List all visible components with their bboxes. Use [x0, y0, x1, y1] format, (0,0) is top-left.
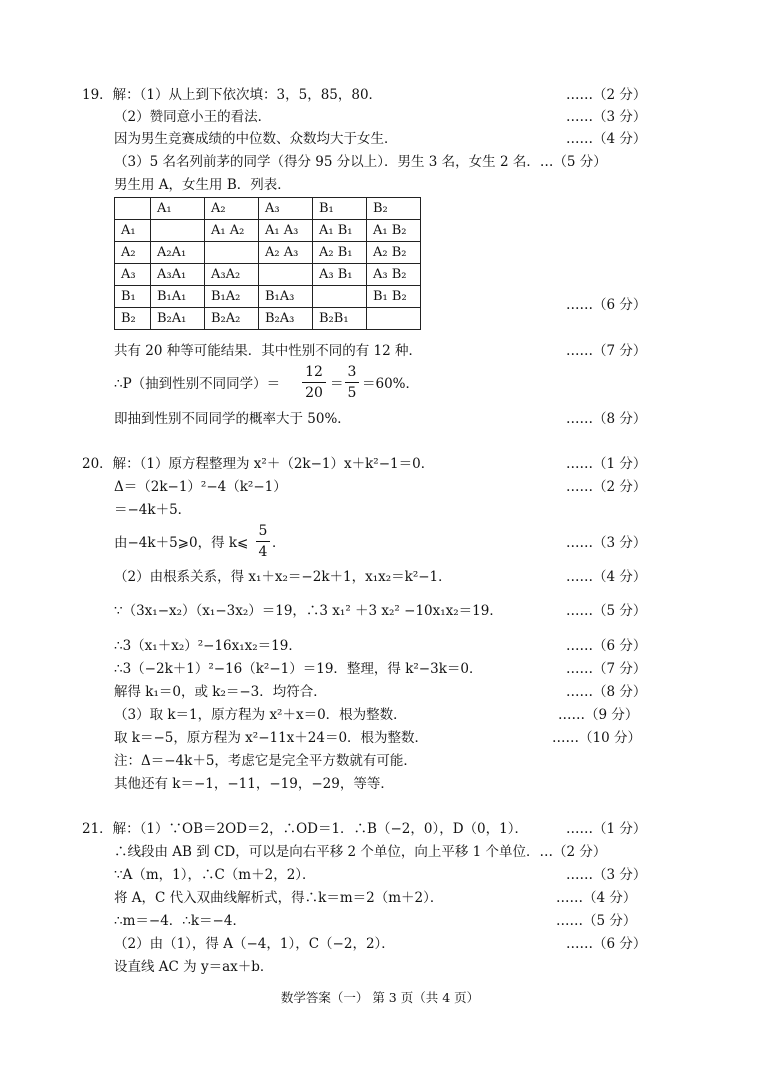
table-row	[115, 242, 421, 264]
q20-note: 注：Δ＝−4k＋5，考虑它是完全平方数就有可能．	[114, 753, 417, 769]
table-row	[115, 264, 421, 286]
table-cell: A₃A₂	[205, 264, 259, 286]
table-cell: A₁ B₁	[313, 220, 367, 242]
q19-line-7: 共有 20 种等可能结果．其中性别不同的有 12 种．	[114, 343, 423, 359]
table-cell: A₁ B₂	[367, 220, 421, 242]
q21-line-3: ∵A（m，1），∴C（m＋2，2）．	[114, 867, 316, 883]
q19-line-9: 即抽到性别不同同学的概率大于 50%．	[114, 411, 351, 427]
q19-line-5: 男生用 A，女生用 B．列表．	[114, 177, 291, 193]
fraction-12-20	[302, 363, 326, 402]
table-cell: A₂	[205, 198, 259, 220]
table-cell: B₂B₁	[313, 308, 367, 330]
q21-score-1: ……（1 分）	[566, 821, 647, 837]
fraction-bar	[345, 382, 359, 383]
q21-line-2: ∴线段由 AB 到 CD，可以是向右平移 2 个单位，向上平移 1 个单位．…（2 分）	[114, 844, 607, 860]
q19-score-1: ……（2 分）	[566, 87, 647, 103]
fraction-denominator: 5	[347, 385, 357, 401]
fraction-numerator: 3	[347, 364, 357, 380]
q19-score-2: ……（3 分）	[566, 109, 647, 125]
q20-score-8: ……（7 分）	[566, 661, 647, 677]
table-cell: B₂A₂	[205, 308, 259, 330]
q20-line-6: ∵（3x₁−x₂）（x₁−3x₂）＝19，∴3 x₁² ＋3 x₂² −10x₁x₂＝19．	[114, 603, 503, 619]
table-cell: A₃A₁	[151, 264, 205, 286]
q20-score-7: ……（6 分）	[566, 638, 647, 654]
q20-line-7: ∴3（x₁＋x₂）²−16x₁x₂＝19．	[114, 638, 302, 654]
table-cell: B₂A₁	[151, 308, 205, 330]
equals-sign: ＝	[330, 376, 344, 392]
table-cell: B₁	[313, 198, 367, 220]
fraction-3-5	[345, 363, 359, 402]
q21-line-6: （2）由（1），得 A（−4，1），C（−2，2）．	[114, 936, 395, 952]
q21-line-4: 将 A，C 代入双曲线解析式，得∴k＝m＝2（m＋2）．	[114, 890, 444, 906]
q21-line-1: 21．解：（1）∵OB＝2OD＝2，∴OD＝1．∴B（−2，0），D（0，1）．	[82, 821, 528, 837]
table-cell: B₁A₂	[205, 286, 259, 308]
q20-score-10: ……（9 分）	[558, 707, 639, 723]
table-cell: A₁ A₃	[259, 220, 313, 242]
q19-line-2: （2）赞同意小王的看法．	[114, 109, 272, 125]
q21-line-7: 设直线 AC 为 y＝ax＋b．	[114, 959, 274, 975]
table-cell	[313, 286, 367, 308]
table-cell: A₂	[115, 242, 151, 264]
table-cell: A₁ A₂	[205, 220, 259, 242]
table-cell: A₂ A₃	[259, 242, 313, 264]
q20-line-8: ∴3（−2k＋1）²−16（k²−1）＝19．整理，得 k²−3k＝0．	[114, 661, 483, 677]
q19-probability-expr: ∴P（抽到性别不同同学）＝	[114, 376, 281, 392]
table-cell: A₃ B₁	[313, 264, 367, 286]
table-row	[115, 308, 421, 330]
table-cell: A₂A₁	[151, 242, 205, 264]
page-footer: 数学答案（一） 第 3 页（共 4 页）	[280, 990, 480, 1005]
q20-score-2: ……（2 分）	[566, 479, 647, 495]
q20-line-11: 取 k＝−5，原方程为 x²−11x＋24＝0．根为整数．	[114, 730, 429, 746]
fraction-bar	[256, 541, 270, 542]
table-cell	[367, 308, 421, 330]
q20-line-5: （2）由根系关系，得 x₁＋x₂＝−2k＋1，x₁x₂＝k²−1．	[114, 569, 452, 585]
q20-score-1: ……（1 分）	[566, 456, 647, 472]
fraction-denominator: 4	[258, 544, 268, 560]
q21-score-5: ……（5 分）	[556, 913, 637, 929]
table-cell: A₁	[115, 220, 151, 242]
table-header-row	[115, 198, 421, 220]
q20-line-1: 20．解：（1）原方程整理为 x²＋（2k−1）x＋k²−1＝0．	[82, 456, 435, 472]
q19-score-7: ……（7 分）	[566, 343, 647, 359]
q19-line-1: 19．解：（1）从上到下依次填：3，5，85，80．	[82, 87, 383, 103]
q20-other: 其他还有 k＝−1，−11，−19，−29，等等．	[114, 776, 394, 792]
table-row	[115, 220, 421, 242]
fraction-numerator: 5	[258, 523, 268, 539]
q21-score-6: ……（6 分）	[566, 936, 647, 952]
table-cell	[115, 198, 151, 220]
table-cell: A₁	[151, 198, 205, 220]
q20-score-11: ……（10 分）	[552, 730, 641, 746]
table-cell	[259, 264, 313, 286]
q20-line-4: 由−4k＋5⩾0，得 k⩽	[114, 535, 249, 551]
q20-line-10: （3）取 k＝1，原方程为 x²＋x＝0．根为整数．	[114, 707, 407, 723]
table-cell: A₂ B₂	[367, 242, 421, 264]
table-cell: A₃	[259, 198, 313, 220]
table-cell: B₂A₃	[259, 308, 313, 330]
q19-line-4: （3）5 名名列前茅的同学（得分 95 分以上）．男生 3 名，女生 2 名．…（5 分）	[114, 154, 607, 170]
fraction-numerator: 12	[305, 364, 323, 380]
q20-score-4: ……（3 分）	[566, 535, 647, 551]
q19-score-9: ……（8 分）	[566, 411, 647, 427]
q19-score-3: ……（4 分）	[566, 131, 647, 147]
fraction-denominator: 20	[305, 385, 323, 401]
q20-score-5: ……（4 分）	[566, 569, 647, 585]
table-cell	[151, 220, 205, 242]
q20-score-9: ……（8 分）	[566, 684, 647, 700]
table-cell: B₂	[367, 198, 421, 220]
table-cell: B₁	[115, 286, 151, 308]
table-row	[115, 286, 421, 308]
q21-line-5: ∴m＝−4．∴k＝−4．	[114, 913, 246, 929]
table-cell: B₁ B₂	[367, 286, 421, 308]
table-cell	[205, 242, 259, 264]
table-cell: A₃ B₂	[367, 264, 421, 286]
q20-line-3: ＝−4k＋5．	[114, 502, 192, 518]
table-cell: A₂ B₁	[313, 242, 367, 264]
outcome-table	[114, 197, 421, 330]
fraction-bar	[302, 382, 326, 383]
q21-score-4: ……（4 分）	[556, 890, 637, 906]
q20-line-4-end: ．	[272, 535, 286, 551]
q21-score-3: ……（3 分）	[566, 867, 647, 883]
q20-line-9: 解得 k₁＝0，或 k₂＝−3．均符合．	[114, 684, 327, 700]
table-cell: B₁A₃	[259, 286, 313, 308]
q19-percent: ＝60%．	[362, 376, 420, 392]
fraction-5-4	[256, 522, 270, 561]
table-cell: B₂	[115, 308, 151, 330]
q20-score-6: ……（5 分）	[566, 603, 647, 619]
q19-line-3: 因为男生竞赛成绩的中位数、众数均大于女生．	[114, 131, 398, 147]
q20-line-2: Δ＝（2k−1）²−4（k²−1）	[114, 479, 287, 495]
table-cell: A₃	[115, 264, 151, 286]
q19-score-6: ……（6 分）	[566, 297, 647, 313]
table-cell: B₁A₁	[151, 286, 205, 308]
